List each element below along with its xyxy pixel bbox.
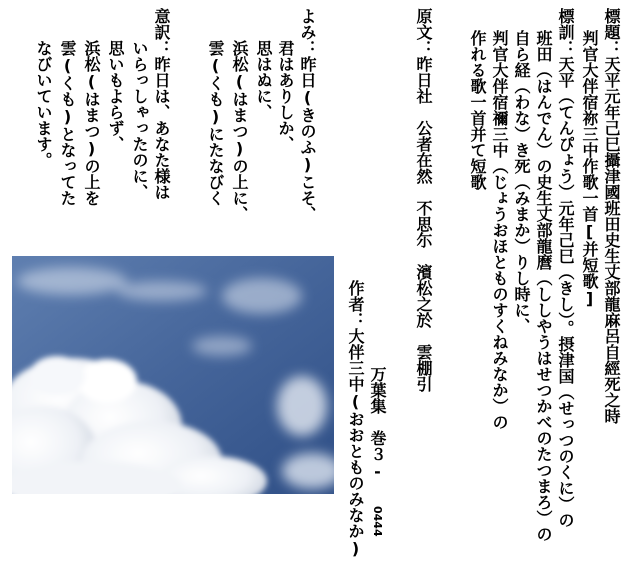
author-line: 作者：大伴三中(おおとものみなか) — [346, 280, 365, 558]
yomi-line-2: 君はありしか、 — [276, 40, 295, 152]
reading-line-5: 作れる歌一首并て短歌 — [468, 30, 487, 190]
reading-line-4: 判官大伴宿禰三中（じょうおほとものすくねみなか）の — [490, 30, 509, 430]
yomi-line-5: 雲(くも)にたなびく — [206, 40, 225, 206]
yomi-line-1: よみ：昨日(きのふ)こそ、 — [298, 8, 317, 222]
title-line-1: 標題：天平元年己巳攝津國班田史生丈部龍麻呂自經死之時 — [602, 8, 621, 424]
translation-line-2: いらっしゃったのに、 — [130, 40, 149, 200]
original-text: 原文：昨日社 公者在然 不思尓 濱松之於 雲棚引 — [414, 8, 433, 392]
sky-cloud-photo — [12, 256, 334, 494]
translation-line-6: なびいています。 — [34, 40, 53, 168]
translation-line-5: 雲(くも)となってた — [58, 40, 77, 206]
translation-line-3: 思いもよらず、 — [106, 40, 125, 152]
translation-line-4: 浜松(はまつ)の上を — [82, 40, 101, 206]
reading-line-1: 標訓：天平（てんぴょう）元年己巳（きし）。摂津国（せっつのくに）の — [556, 8, 575, 528]
reading-line-2: 班田（はんでん）の史生丈部龍麿（ししやうはせつかべのたつまろ）の — [534, 30, 553, 542]
title-line-2: 判官大伴宿祢三中作歌一首[并短歌] — [580, 30, 599, 308]
source-collection: 万葉集 巻３‐ — [368, 366, 387, 481]
source-number: 0444 — [371, 506, 384, 537]
reading-line-3: 自ら経（わな）き死（みまか）りし時に、 — [512, 30, 531, 334]
yomi-line-3: 思はぬに、 — [254, 40, 273, 120]
translation-line-1: 意訳：昨日は、あなた様は — [152, 8, 171, 200]
yomi-line-4: 浜松(はまつ)の上に、 — [230, 40, 249, 222]
